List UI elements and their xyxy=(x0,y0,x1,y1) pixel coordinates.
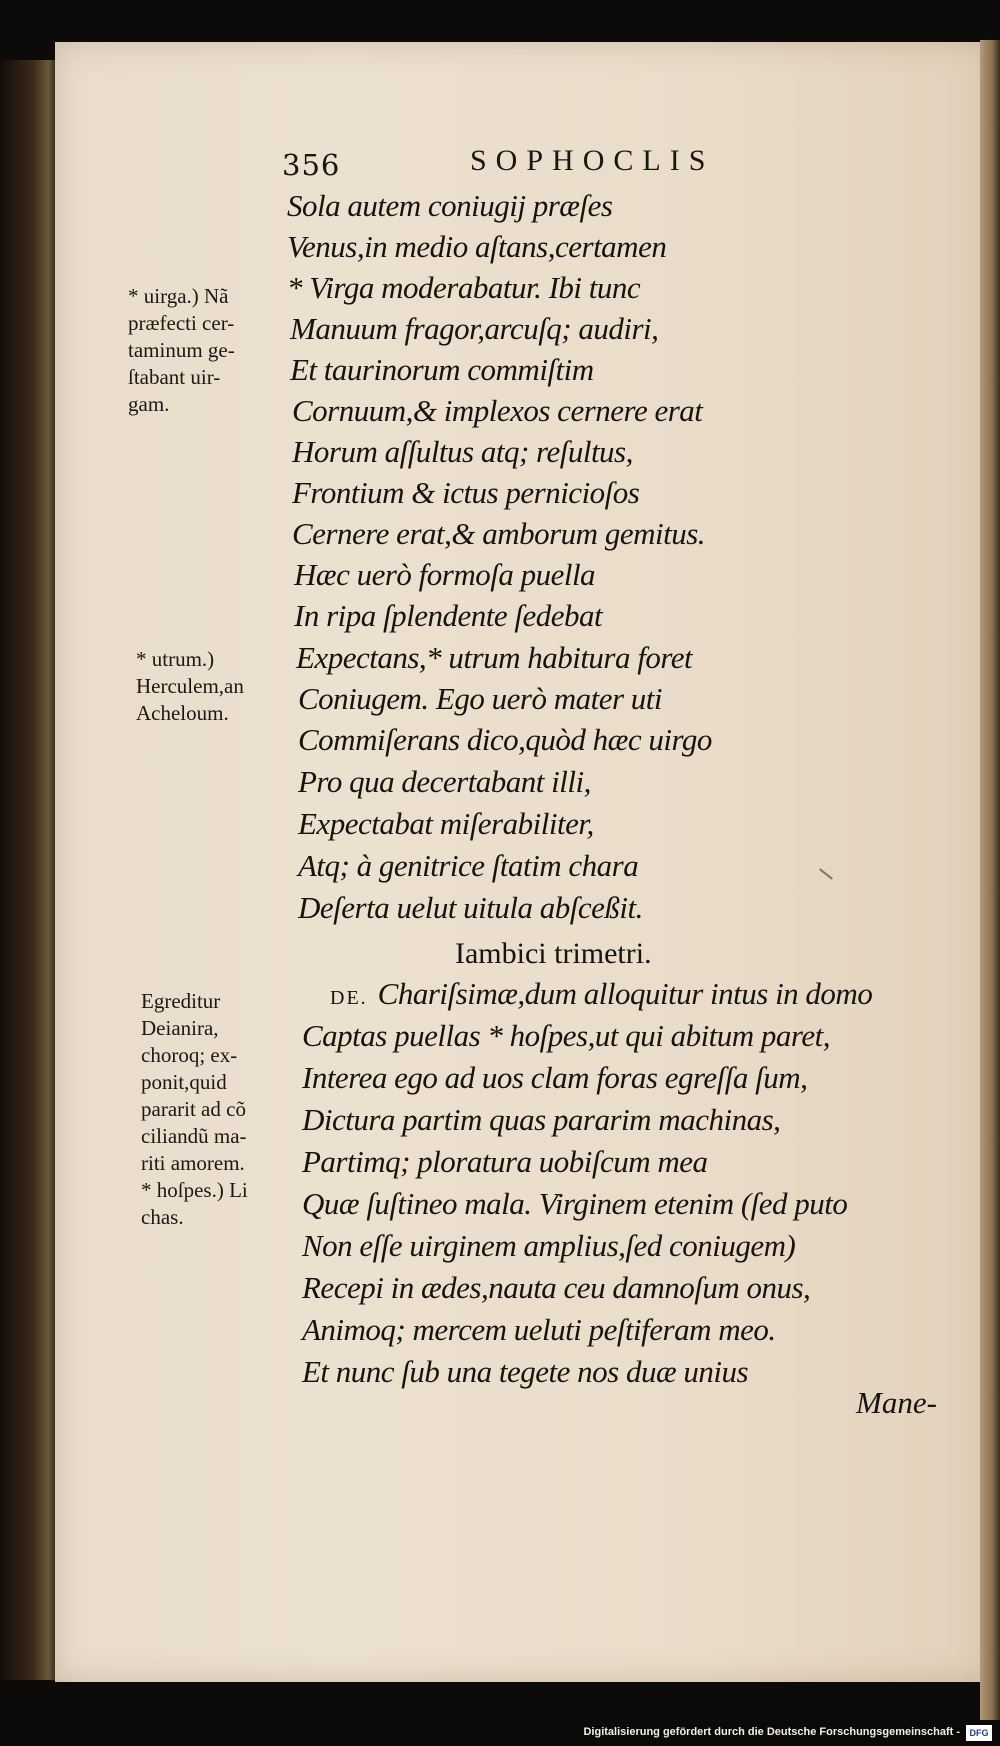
speaker-label: DE. xyxy=(330,987,368,1009)
verse-line: Sola autem coniugij præſes xyxy=(287,188,613,223)
verse-line: Et taurinorum commiſtim xyxy=(290,352,594,387)
verse-line: Atq; à genitrice ſtatim chara xyxy=(298,848,639,883)
verse-line: Expectabat miſerabiliter, xyxy=(298,806,594,841)
marginal-note: * uirga.) Nã præfecti cer- taminum ge- ſtabant uir- gam. xyxy=(128,284,235,416)
catchword: Mane- xyxy=(856,1385,937,1420)
speech-line: Interea ego ad uos clam foras egreſſa ſum, xyxy=(302,1060,808,1095)
verse-line: Coniugem. Ego uerò mater uti xyxy=(298,681,662,716)
verse-line: Expectans,* utrum habitura foret xyxy=(296,640,693,675)
dfg-logo[interactable]: DFG xyxy=(966,1725,992,1741)
verse-line: Pro qua decertabant illi, xyxy=(298,764,591,799)
speech-line: Quæ ſuſtineo mala. Virginem etenim (ſed puto xyxy=(302,1186,848,1221)
section-heading: Iambici trimetri. xyxy=(455,937,652,970)
digitization-credit: Digitalisierung gefördert durch die Deutsche Forschungsgemeinschaft - xyxy=(583,1726,960,1738)
verse-line: Manuum fragor,arcuſq; audiri, xyxy=(290,311,659,346)
speech-line xyxy=(330,976,872,1012)
ink-smudge xyxy=(819,868,833,879)
speech-line: Dictura partim quas pararim machinas, xyxy=(302,1102,781,1137)
verse-line: Venus,in medio aſtans,certamen xyxy=(287,229,667,264)
verse-line: In ripa ſplendente ſedebat xyxy=(294,598,603,633)
verse-line: Cornuum,& implexos cernere erat xyxy=(292,393,703,428)
page-number: 356 xyxy=(282,148,341,182)
speech-line: Recepi in ædes,nauta ceu damnoſum onus, xyxy=(302,1270,811,1305)
speech-line: Animoq; mercem ueluti peſtiferam meo. xyxy=(302,1312,776,1347)
speech-line: Et nunc ſub una tegete nos duæ unius xyxy=(302,1354,749,1389)
verse-line: Hæc uerò formoſa puella xyxy=(294,557,596,592)
running-head: SOPHOCLIS xyxy=(470,144,715,177)
verse-line: Commiſerans dico,quòd hæc uirgo xyxy=(298,722,712,757)
verse-line: Horum aſſultus atq; reſultus, xyxy=(292,434,633,469)
verse-line: Deſerta uelut uitula abſceßit. xyxy=(298,890,643,925)
verse-line: Cernere erat,& amborum gemitus. xyxy=(292,516,706,551)
speech-line-text: Chariſsimæ,dum alloquitur intus in domo xyxy=(377,976,873,1011)
marginal-note: * utrum.) Herculem,an Acheloum. xyxy=(136,647,244,725)
verse-line: * Virga moderabatur. Ibi tunc xyxy=(287,270,641,305)
speech-line: Partimq; ploratura uobiſcum mea xyxy=(302,1144,708,1179)
speech-line: Non eſſe uirginem amplius,ſed coniugem) xyxy=(302,1228,796,1263)
speech-line: Captas puellas * hoſpes,ut qui abitum paret, xyxy=(302,1018,830,1053)
marginal-note: Egreditur Deianira, choroq; ex- ponit,quid pararit ad cõ ciliandũ ma- riti amorem. * hoſpes.) Li chas. xyxy=(141,989,248,1229)
verse-line: Frontium & ictus pernicioſos xyxy=(292,475,640,510)
footer-bar xyxy=(0,1722,1000,1746)
